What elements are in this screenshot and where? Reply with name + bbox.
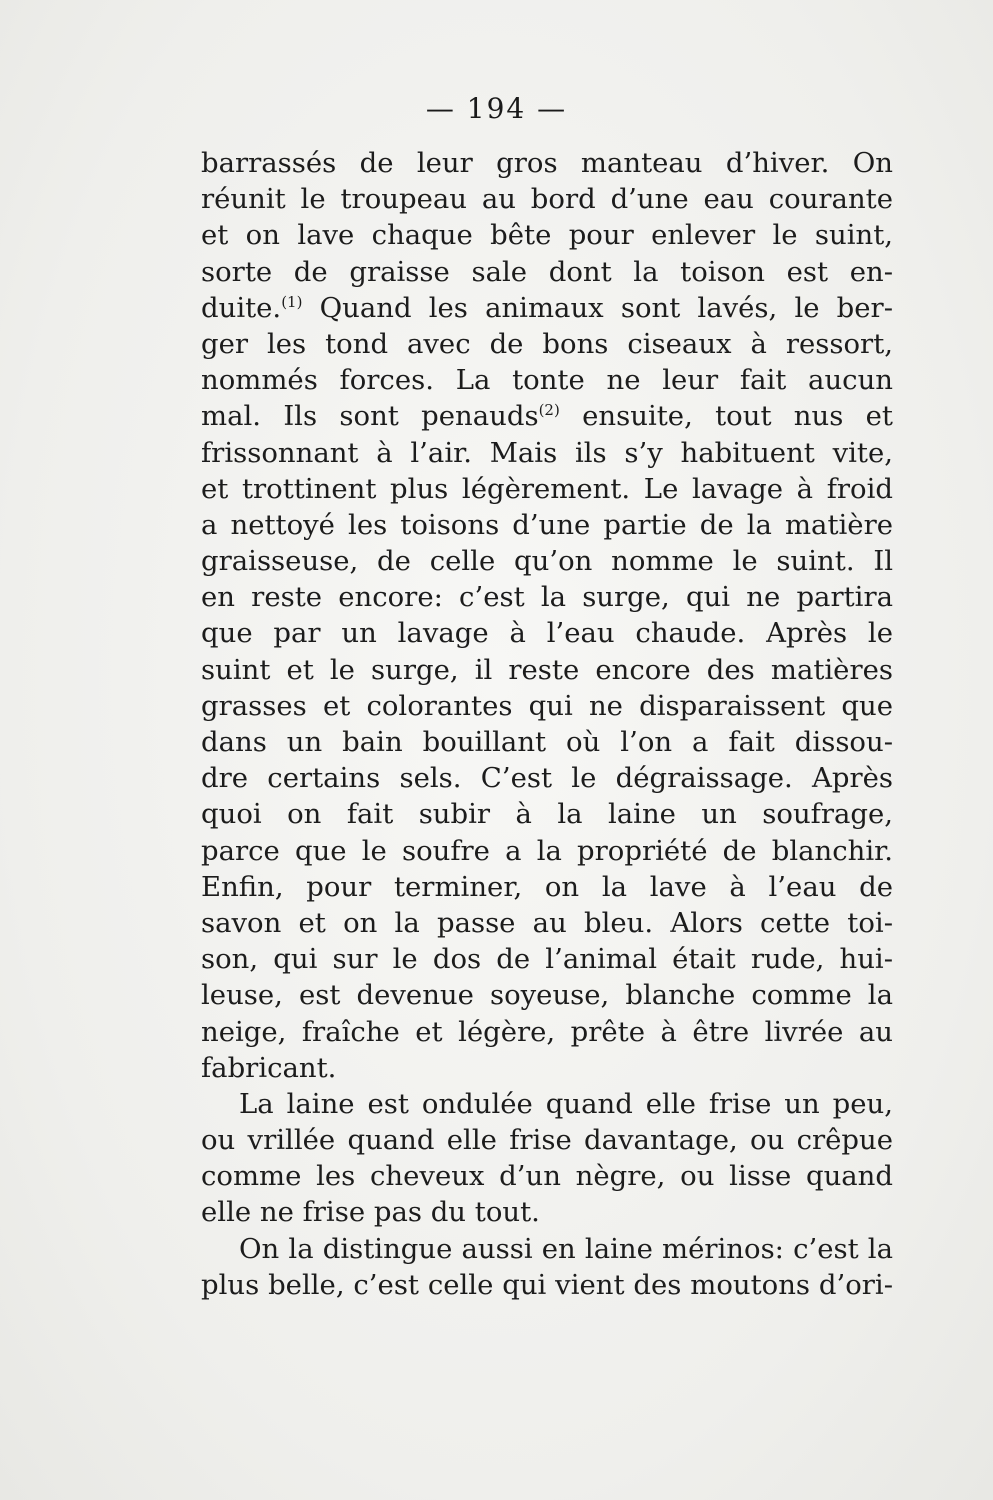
text-line: sorte de graisse sale dont la toison est en-	[201, 255, 893, 288]
text-line: leuse, est devenue soyeuse, blanche comme la	[201, 979, 893, 1012]
footnote-mark: (1)	[281, 292, 303, 311]
text-line: La laine est ondulée quand elle frise un peu,	[239, 1087, 893, 1120]
text-line: frissonnant à l’air. Mais ils s’y habituent vite,	[201, 436, 893, 469]
text-fragment: duite.	[201, 291, 282, 324]
text-line: dans un bain bouillant où l’on a fait dissou-	[201, 726, 893, 758]
text-line: barrassés de leur gros manteau d’hiver. On	[201, 147, 893, 179]
text-line: et trottinent plus légèrement. Le lavage à froid	[201, 472, 893, 505]
page-number: — 194 —	[425, 92, 568, 125]
text-line: ou vrillée quand elle frise davantage, ou crêpue	[201, 1124, 893, 1157]
text-line: en reste encore: c’est la surge, qui ne partira	[201, 581, 893, 614]
body-text	[201, 145, 893, 1303]
text-line	[201, 290, 893, 326]
text-line: plus belle, c’est celle qui vient des moutons d’ori-	[201, 1268, 893, 1301]
text-line: grasses et colorantes qui ne disparaissent que	[201, 689, 893, 722]
text-line: fabricant.	[201, 1051, 337, 1084]
text-line: On la distingue aussi en laine mérinos: c’est la	[239, 1232, 893, 1265]
text-line: elle ne frise pas du tout.	[201, 1196, 540, 1229]
text-line: neige, fraîche et légère, prête à être livrée au	[201, 1015, 893, 1048]
text-line: quoi on fait subir à la laine un soufrage,	[201, 798, 893, 831]
text-line: nommés forces. La tonte ne leur fait aucun	[201, 364, 893, 397]
text-line: ger les tond avec de bons ciseaux à ressort,	[201, 327, 893, 360]
text-line: son, qui sur le dos de l’animal était rude, hui-	[201, 943, 893, 976]
text-line: réunit le troupeau au bord d’une eau courante	[201, 183, 893, 216]
text-line: comme les cheveux d’un nègre, ou lisse quand	[201, 1160, 893, 1193]
text-line: Enfin, pour terminer, on la lave à l’eau de	[201, 870, 893, 903]
text-line: que par un lavage à l’eau chaude. Après le	[201, 617, 893, 650]
text-fragment: ensuite, tout nus et	[582, 400, 893, 433]
text-line: graisseuse, de celle qu’on nomme le suint. Il	[201, 545, 893, 578]
text-line: suint et le surge, il reste encore des matières	[201, 653, 893, 686]
text-line: savon et on la passe au bleu. Alors cette toi-	[201, 906, 893, 939]
text-line: et on lave chaque bête pour enlever le suint,	[201, 219, 893, 252]
text-fragment: mal. Ils sont penauds	[201, 400, 539, 433]
footnote-mark: (2)	[538, 401, 560, 420]
text-line: a nettoyé les toisons d’une partie de la matière	[201, 508, 893, 541]
text-line: dre certains sels. C’est le dégraissage. Après	[201, 762, 893, 795]
text-line	[201, 398, 893, 434]
text-line: parce que le soufre a la propriété de blanchir.	[201, 834, 893, 867]
text-fragment: Quand les animaux sont lavés, le ber-	[319, 291, 893, 324]
